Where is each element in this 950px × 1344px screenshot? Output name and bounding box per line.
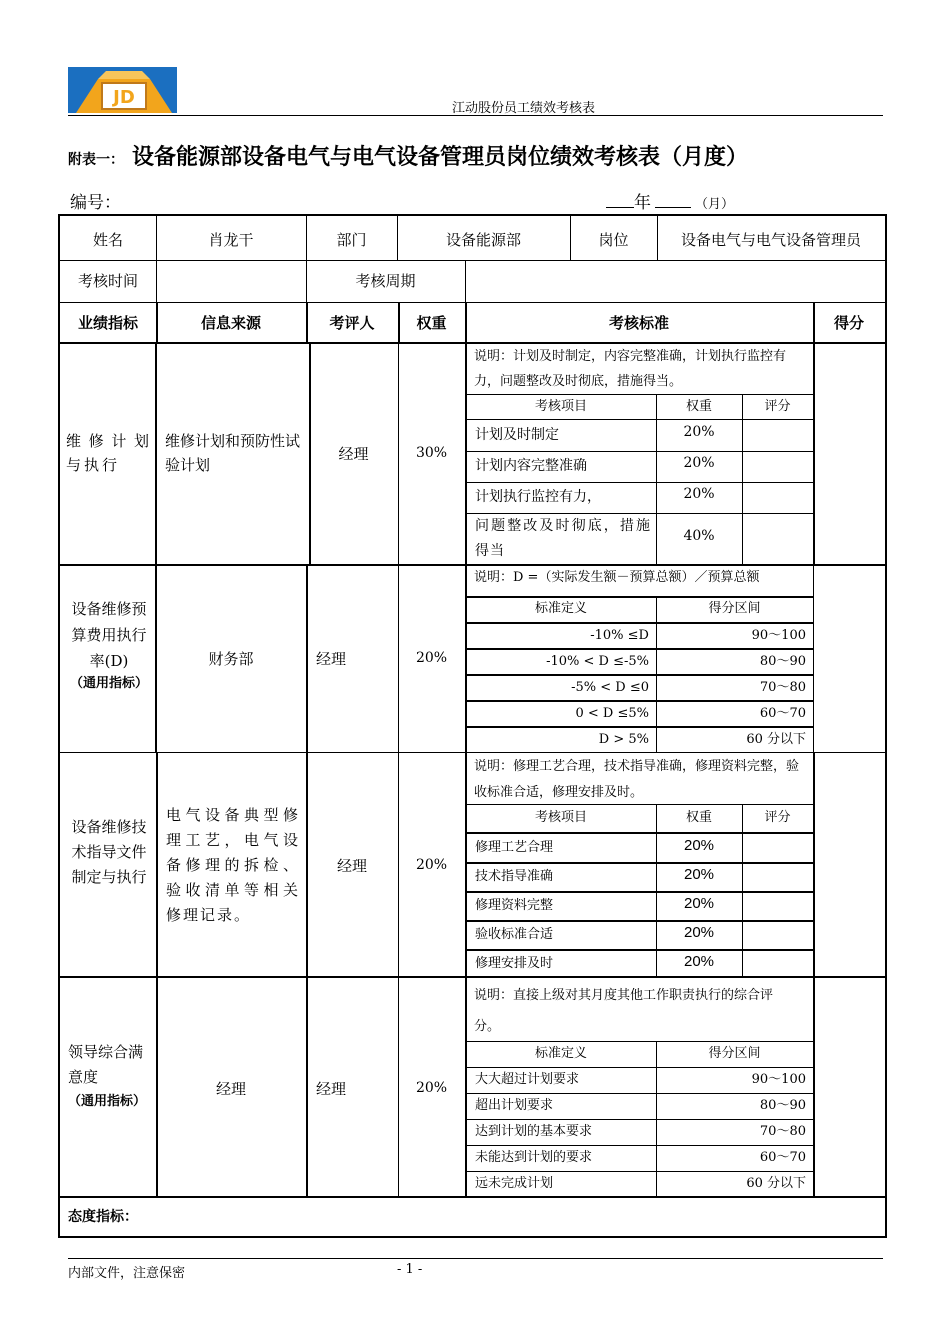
period-field [606, 188, 734, 213]
col-source: 信息来源 [200, 314, 261, 332]
row1-subhead-weight: 权重 [685, 399, 712, 414]
row2-weight: 20% [415, 650, 448, 666]
row2-indicator-tag: （通用指标） [69, 676, 148, 691]
row4-item: 远未完成计划 [475, 1176, 554, 1191]
row2-item-range: 60～70 [759, 706, 806, 721]
row1-item-weight: 20% [683, 455, 715, 471]
row1-item-weight: 20% [683, 424, 715, 440]
row1-subhead-score: 评分 [764, 399, 791, 414]
row1-source: 维修计划和预防性试验计划 [165, 432, 301, 474]
row2-evaluator: 经理 [316, 650, 347, 668]
row3-evaluator: 经理 [336, 857, 367, 875]
row3-subhead-weight: 权重 [685, 810, 712, 825]
row4-indicator-tag: （通用指标） [68, 1094, 147, 1109]
row1-item: 问题整改及时彻底，措施得当 [475, 518, 651, 559]
row1-item: 计划执行监控有力， [475, 489, 601, 505]
attitude-label: 态度指标： [68, 1209, 138, 1225]
time-label: 考核时间 [77, 272, 138, 290]
row3-note: 说明：修理工艺合理，技术指导准确，修理资料完整，验收标准合适，修理安排及时。 [474, 759, 800, 800]
row3-indicator: 设备维修技术指导文件制定与执行 [71, 818, 147, 886]
row4-weight: 20% [415, 1080, 448, 1096]
col-weight: 权重 [416, 314, 447, 332]
row4-item-range: 80～90 [759, 1098, 806, 1113]
row4-item-range: 90～100 [751, 1072, 806, 1087]
logo-mark-icon [68, 67, 177, 113]
row4-item-range: 60 分以下 [746, 1176, 806, 1191]
col-standard: 考核标准 [608, 314, 669, 332]
footer-confidential: 内部文件，注意保密 [68, 1266, 186, 1281]
name-label: 姓名 [92, 231, 123, 249]
row3-source: 电气设备典型修理工艺，电气设备修理的拆检、验收清单等相关修理记录。 [166, 806, 300, 924]
row4-item: 未能达到计划的要求 [475, 1150, 593, 1165]
post-label: 岗位 [598, 231, 629, 249]
row4-subhead-definition: 标准定义 [534, 1046, 587, 1061]
header-title: 江动股份员工绩效考核表 [452, 101, 596, 116]
row3-item-weight: 20% [683, 895, 715, 912]
row2-item: -10% < D ≤-5% [546, 654, 649, 669]
row2-indicator: 设备维修预算费用执行率(D) [71, 600, 147, 670]
month-blank[interactable] [655, 191, 691, 208]
cycle-label: 考核周期 [355, 272, 416, 290]
row3-item-weight: 20% [683, 837, 715, 854]
row3-item-weight: 20% [683, 924, 715, 941]
footer-page-number: - 1 - [397, 1262, 423, 1277]
row2-item-range: 80～90 [759, 654, 806, 669]
row1-note: 说明：计划及时制定，内容完整准确，计划执行监控有力，问题整改及时彻底，措施得当。 [474, 349, 787, 389]
document-title [68, 140, 748, 171]
row4-item-range: 70～80 [759, 1124, 806, 1139]
row1-item-weight: 40% [683, 528, 715, 544]
col-score: 得分 [833, 314, 864, 332]
row2-item: -5% < D ≤0 [571, 680, 649, 695]
row3-item: 验收标准合适 [475, 927, 554, 942]
title-text: 设备能源部设备电气与电气设备管理员岗位绩效考核表（月度） [132, 144, 749, 170]
row3-item: 技术指导准确 [475, 869, 554, 884]
row2-note: 说明：D =（实际发生额－预算总额）／预算总额 [474, 570, 760, 585]
title-prefix: 附表一： [68, 152, 124, 168]
row2-subhead-range: 得分区间 [708, 601, 761, 616]
row3-item: 修理工艺合理 [475, 840, 554, 855]
row2-source: 财务部 [208, 650, 254, 668]
month-label: （月） [695, 197, 735, 212]
row4-item-range: 60～70 [759, 1150, 806, 1165]
row1-weight: 30% [415, 445, 448, 461]
col-evaluator: 考评人 [329, 314, 375, 332]
row2-item: D > 5% [598, 732, 649, 747]
row2-item-range: 70～80 [759, 680, 806, 695]
company-logo [68, 67, 177, 113]
svg-text:JD: JD [113, 87, 135, 108]
row1-subhead-item: 考核项目 [534, 399, 587, 414]
row4-item: 超出计划要求 [475, 1098, 554, 1113]
row3-item-weight: 20% [683, 866, 715, 883]
row2-item-range: 90～100 [751, 628, 806, 643]
year-blank[interactable] [606, 191, 634, 208]
row1-item: 计划及时制定 [475, 427, 559, 443]
row3-item: 修理资料完整 [475, 898, 554, 913]
serial-label: 编号： [70, 193, 121, 213]
row4-source: 经理 [215, 1080, 246, 1098]
row4-subhead-range: 得分区间 [708, 1046, 761, 1061]
row3-subhead-item: 考核项目 [534, 810, 587, 825]
dept-value: 设备能源部 [445, 231, 521, 249]
row2-item: -10% ≤D [590, 628, 649, 643]
year-label: 年 [634, 193, 651, 213]
row3-item: 修理安排及时 [475, 956, 554, 971]
row4-note: 说明：直接上级对其月度其他工作职责执行的综合评分。 [474, 988, 774, 1034]
row4-indicator: 领导综合满意度 [68, 1043, 144, 1086]
row1-indicator: 维修计划与执行 [66, 432, 152, 474]
row1-item-weight: 20% [683, 486, 715, 502]
row3-item-weight: 20% [683, 953, 715, 970]
name-value: 肖龙干 [208, 231, 254, 249]
post-value: 设备电气与电气设备管理员 [680, 231, 861, 249]
col-indicator: 业绩指标 [77, 314, 138, 332]
row4-item: 大大超过计划要求 [475, 1072, 580, 1087]
row3-weight: 20% [415, 857, 448, 873]
row4-item: 达到计划的基本要求 [475, 1124, 593, 1139]
row2-item: 0 < D ≤5% [575, 706, 649, 721]
dept-label: 部门 [336, 231, 367, 249]
row2-subhead-definition: 标准定义 [534, 601, 587, 616]
row4-evaluator: 经理 [316, 1080, 347, 1098]
footer-divider [68, 1258, 883, 1259]
row3-subhead-score: 评分 [764, 810, 791, 825]
row1-evaluator: 经理 [338, 445, 369, 463]
header-divider [68, 115, 883, 116]
row1-item: 计划内容完整准确 [475, 458, 587, 474]
row2-item-range: 60 分以下 [746, 732, 806, 747]
